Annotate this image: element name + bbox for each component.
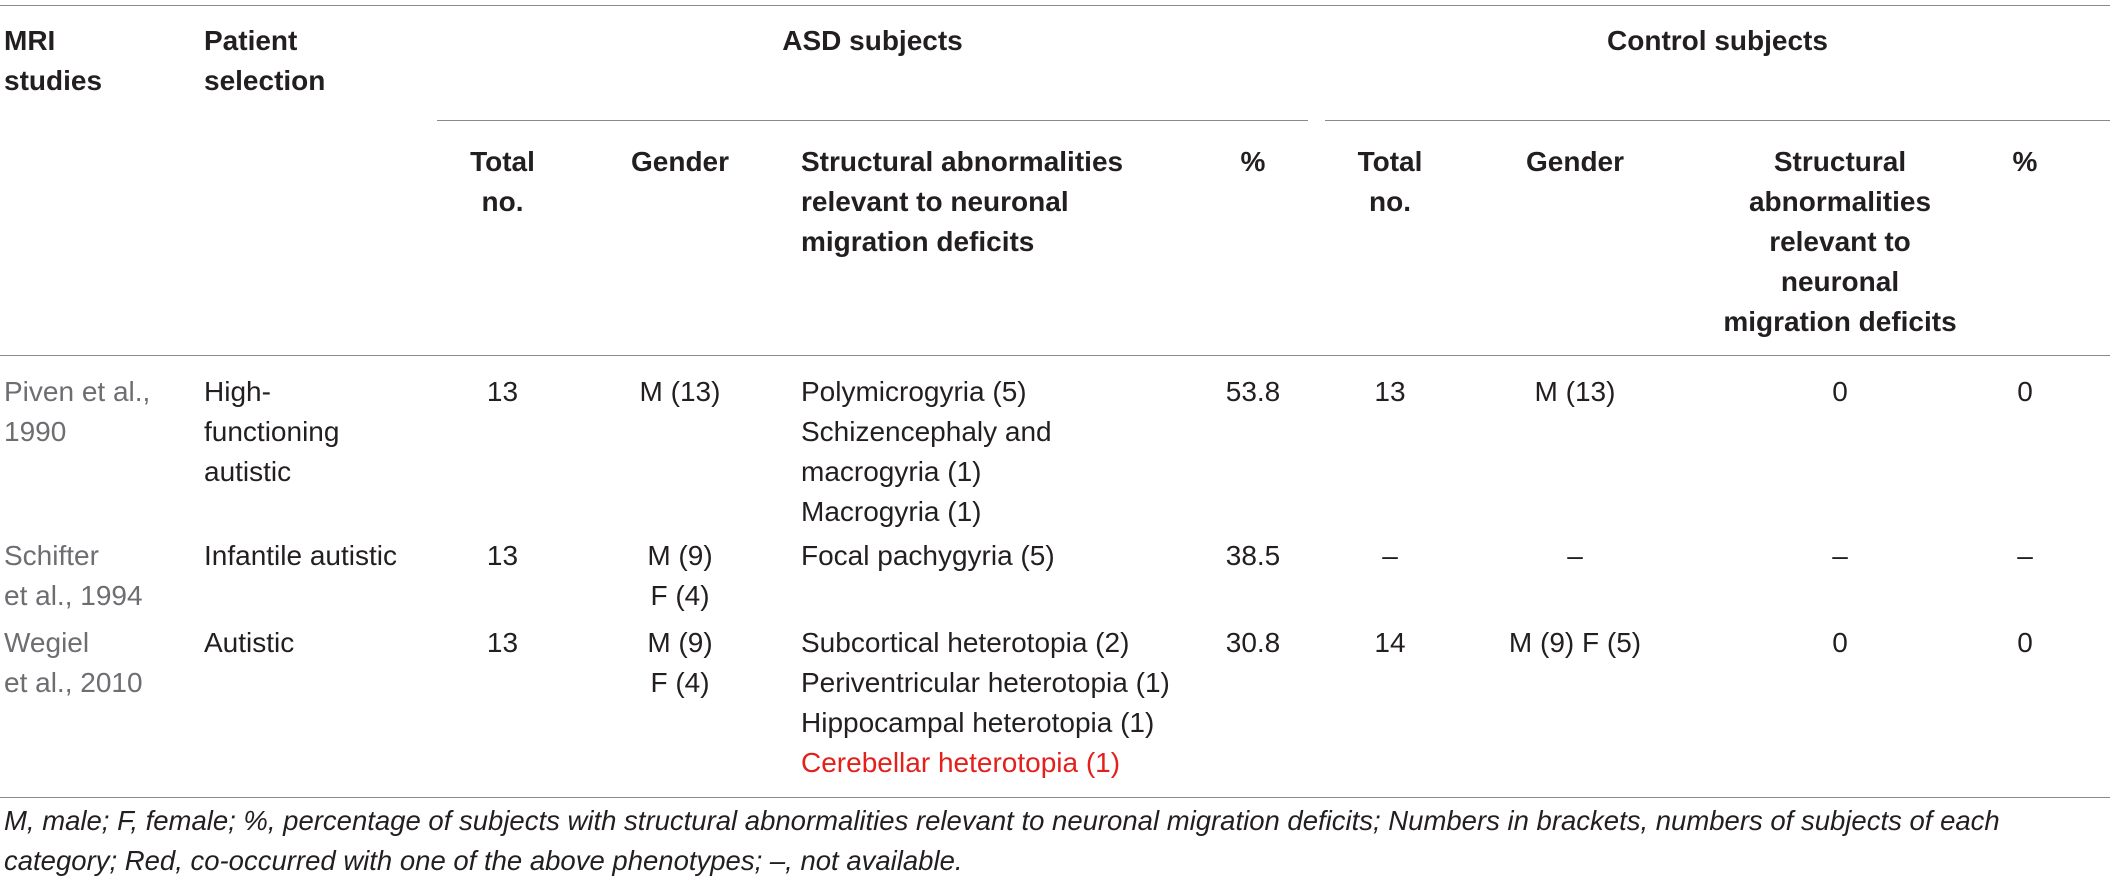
control-structural-cell: – bbox=[1832, 540, 1848, 571]
control-group-rule bbox=[1325, 120, 2110, 121]
control-gender-cell: – bbox=[1567, 540, 1583, 571]
header-asd-total-no: Total no. bbox=[470, 146, 535, 217]
asd-gender-cell: M (9) F (4) bbox=[647, 540, 713, 611]
asd-group-rule bbox=[437, 120, 1308, 121]
header-asd-subjects: ASD subjects bbox=[782, 25, 963, 56]
asd-structural-cell: Subcortical heterotopia (2) Periventricular heterotopia (1) Hippocampal heterotopia (1) Cerebellar heterotopia (1) bbox=[801, 623, 1170, 783]
table-bottom-rule bbox=[0, 797, 2110, 798]
study-cell: Schifter et al., 1994 bbox=[4, 540, 143, 611]
asd-total-cell: 13 bbox=[486, 627, 519, 658]
top-rule bbox=[0, 5, 2110, 6]
study-cell: Wegiel et al., 2010 bbox=[4, 627, 143, 698]
selection-cell: Infantile autistic bbox=[204, 540, 397, 571]
control-percent-cell: 0 bbox=[2017, 627, 2033, 658]
selection-cell: Autistic bbox=[204, 627, 295, 658]
header-control-percent: % bbox=[2012, 146, 2038, 177]
control-percent-cell: 0 bbox=[2017, 376, 2033, 407]
study-cell: Piven et al., 1990 bbox=[4, 376, 151, 447]
control-percent-cell: – bbox=[2017, 540, 2033, 571]
control-structural-cell: 0 bbox=[1832, 376, 1848, 407]
header-asd-structural: Structural abnormalities relevant to neuronal migration deficits bbox=[801, 146, 1124, 257]
header-bottom-rule bbox=[0, 355, 2110, 356]
asd-gender-cell: M (13) bbox=[639, 376, 721, 407]
asd-percent-cell: 53.8 bbox=[1225, 376, 1281, 407]
header-control-total-no: Total no. bbox=[1357, 146, 1423, 217]
header-mri-studies: MRI studies bbox=[4, 25, 103, 96]
control-gender-cell: M (13) bbox=[1534, 376, 1616, 407]
header-control-subjects: Control subjects bbox=[1607, 25, 1828, 56]
header-asd-percent: % bbox=[1240, 146, 1266, 177]
header-patient-selection: Patient selection bbox=[204, 25, 326, 96]
selection-cell: High- functioning autistic bbox=[204, 376, 340, 487]
header-control-structural: Structural abnormalities relevant to neuronal migration deficits bbox=[1723, 146, 1957, 337]
header-asd-gender: Gender bbox=[630, 146, 730, 177]
control-gender-cell: M (9) F (5) bbox=[1508, 627, 1642, 658]
header-control-gender: Gender bbox=[1525, 146, 1625, 177]
control-total-cell: 14 bbox=[1374, 627, 1406, 658]
control-total-cell: 13 bbox=[1374, 376, 1406, 407]
table-footnote: M, male; F, female; %, percentage of subjects with structural abnormalities relevant to neuronal migration deficits; Numbers in brackets, numbers of subjects of each category; Red, co-occurred with one of the above phenotypes; –, not available. bbox=[4, 805, 2000, 876]
control-total-cell: – bbox=[1382, 540, 1398, 571]
asd-percent-cell: 30.8 bbox=[1225, 627, 1281, 658]
asd-percent-cell: 38.5 bbox=[1225, 540, 1281, 571]
asd-gender-cell: M (9) F (4) bbox=[647, 627, 713, 698]
asd-total-cell: 13 bbox=[486, 376, 519, 407]
co-occurred-phenotype: Cerebellar heterotopia (1) bbox=[801, 747, 1121, 778]
asd-structural-cell: Polymicrogyria (5) Schizencephaly and macrogyria (1) Macrogyria (1) bbox=[801, 376, 1052, 527]
control-structural-cell: 0 bbox=[1832, 627, 1848, 658]
asd-total-cell: 13 bbox=[486, 540, 519, 571]
asd-structural-cell: Focal pachygyria (5) bbox=[801, 540, 1055, 571]
